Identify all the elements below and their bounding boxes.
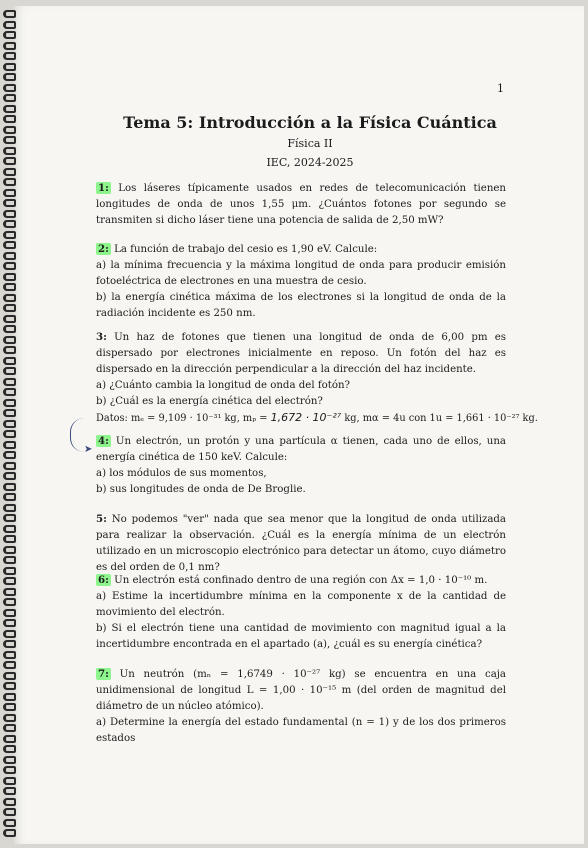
problem-part: a) Determine la energía del estado fundamental (n = 1) y de los dos primeros estados — [96, 717, 506, 744]
spiral-ring — [3, 252, 16, 260]
spiral-ring — [3, 94, 16, 102]
problem-number-6: 6: — [98, 574, 109, 586]
problem-text: Un haz de fotones que tienen una longitud de onda de 6,00 pm es dispersado por electrones inicialmente en reposo. Un fotón del haz es dispersado en la dirección perpendicular a la dirección del haz incidente. — [96, 332, 506, 375]
spiral-ring — [3, 787, 16, 795]
spiral-ring — [3, 808, 16, 816]
spiral-ring — [3, 105, 16, 113]
problem-1 — [96, 180, 506, 229]
spiral-ring — [3, 472, 16, 480]
spiral-ring — [3, 535, 16, 543]
data-suffix: kg, mα = 4u con 1u = 1,661 · 10⁻²⁷ kg. — [344, 413, 538, 424]
spiral-ring — [3, 52, 16, 60]
problem-number-2: 2: — [98, 243, 109, 255]
spiral-ring — [3, 577, 16, 585]
problem-1-statement — [96, 180, 506, 229]
spiral-ring — [3, 304, 16, 312]
data-prefix: Datos: mₑ = 9,109 · 10⁻³¹ kg, mₚ = — [96, 413, 271, 424]
page-number: 1 — [497, 82, 504, 95]
spiral-ring — [3, 336, 16, 344]
spiral-ring — [3, 220, 16, 228]
spiral-ring — [3, 682, 16, 690]
spiral-ring — [3, 451, 16, 459]
spiral-ring — [3, 703, 16, 711]
problem-4 — [96, 433, 506, 498]
spiral-ring — [3, 210, 16, 218]
spiral-ring — [3, 178, 16, 186]
spiral-ring — [3, 598, 16, 606]
spiral-ring — [3, 199, 16, 207]
problem-text: La función de trabajo del cesio es 1,90 eV. Calcule: — [114, 244, 378, 255]
spiral-ring — [3, 819, 16, 827]
spiral-ring — [3, 378, 16, 386]
problem-text: Un electrón está confinado dentro de una región con Δx = 1,0 · 10⁻¹⁰ m. — [114, 575, 488, 586]
spiral-ring — [3, 325, 16, 333]
handwritten-arrow-icon: ➤ — [84, 444, 93, 455]
spiral-ring — [3, 546, 16, 554]
spiral-binding — [0, 10, 22, 840]
spiral-ring — [3, 514, 16, 522]
problem-7 — [96, 666, 506, 747]
spiral-ring — [3, 693, 16, 701]
spiral-ring — [3, 798, 16, 806]
spiral-ring — [3, 147, 16, 155]
spiral-ring — [3, 556, 16, 564]
spiral-ring — [3, 367, 16, 375]
problem-text: Un neutrón (mₙ = 1,6749 · 10⁻²⁷ kg) se encuentra en una caja unidimensional de longitud L = 1,00 · 10⁻¹⁵ m (del orden de magnitud del diámetro de un núcleo atómico). — [96, 669, 506, 712]
spiral-ring — [3, 462, 16, 470]
spiral-ring — [3, 493, 16, 501]
spiral-ring — [3, 115, 16, 123]
handwritten-proton-mass: 1,672 · 10⁻²⁷ — [270, 411, 342, 424]
spiral-ring — [3, 777, 16, 785]
spiral-ring — [3, 619, 16, 627]
spiral-ring — [3, 588, 16, 596]
spiral-ring — [3, 745, 16, 753]
spiral-ring — [3, 283, 16, 291]
spiral-ring — [3, 756, 16, 764]
problem-text: No podemos "ver" nada que sea menor que la longitud de onda utilizada para realizar la observación. ¿Cuál es la energía mínima de un electrón utilizado en un microscopio electrónico para detectar un átomo, cuyo diámetro es del orden de 0,1 nm? — [96, 514, 506, 573]
spiral-ring — [3, 31, 16, 39]
problem-5 — [96, 511, 506, 576]
spiral-ring — [3, 388, 16, 396]
page-title: Tema 5: Introducción a la Física Cuántica — [123, 113, 497, 132]
spiral-ring — [3, 157, 16, 165]
spiral-ring — [3, 651, 16, 659]
problem-2 — [96, 241, 506, 322]
spiral-ring — [3, 21, 16, 29]
spiral-ring — [3, 525, 16, 533]
spiral-ring — [3, 735, 16, 743]
spiral-ring — [3, 73, 16, 81]
problem-3 — [96, 329, 538, 427]
spiral-ring — [3, 126, 16, 134]
spiral-ring — [3, 10, 16, 18]
spiral-ring — [3, 504, 16, 512]
problem-number-4: 4: — [98, 435, 109, 447]
spiral-ring — [3, 661, 16, 669]
spiral-ring — [3, 315, 16, 323]
spiral-ring — [3, 430, 16, 438]
problem-number-1: 1: — [98, 182, 109, 194]
problem-part: a) la mínima frecuencia y la máxima longitud de onda para producir emisión fotoeléctrica de electrones en una muestra de cesio. — [96, 260, 506, 287]
problem-text: Un electrón, un protón y una partícula α tienen, cada uno de ellos, una energía cinética de 150 keV. Calcule: — [96, 436, 506, 463]
spiral-ring — [3, 441, 16, 449]
spiral-ring — [3, 136, 16, 144]
spiral-ring — [3, 399, 16, 407]
spiral-ring — [3, 273, 16, 281]
spiral-ring — [3, 409, 16, 417]
subject-line: Física II — [287, 137, 333, 150]
spiral-ring — [3, 294, 16, 302]
spiral-ring — [3, 483, 16, 491]
problem-text: Los láseres típicamente usados en redes de telecomunicación tienen longitudes de onda de unos 1,55 μm. ¿Cuántos fotones por segundo se transmiten si dicho láser tiene una potencia de salida de 2,50 mW? — [96, 183, 506, 226]
spiral-ring — [3, 640, 16, 648]
spiral-ring — [3, 829, 16, 837]
problem-number-5: 5: — [96, 513, 107, 525]
spiral-ring — [3, 567, 16, 575]
problem-part: a) los módulos de sus momentos, — [96, 468, 267, 479]
problem-part: b) sus longitudes de onda de De Broglie. — [96, 484, 306, 495]
spiral-ring — [3, 189, 16, 197]
spiral-ring — [3, 231, 16, 239]
problem-part: b) ¿Cuál es la energía cinética del electrón? — [96, 396, 323, 407]
course-line: IEC, 2024-2025 — [266, 156, 354, 169]
spiral-ring — [3, 766, 16, 774]
problem-part: a) ¿Cuánto cambia la longitud de onda del fotón? — [96, 380, 350, 391]
problem-part: b) la energía cinética máxima de los electrones si la longitud de onda de la radiación incidente es 250 nm. — [96, 292, 506, 319]
spiral-ring — [3, 84, 16, 92]
spiral-ring — [3, 346, 16, 354]
problem-number-7: 7: — [98, 668, 109, 680]
problem-6 — [96, 572, 506, 653]
problem-number-3: 3: — [96, 331, 107, 343]
spiral-ring — [3, 357, 16, 365]
spiral-ring — [3, 262, 16, 270]
spiral-ring — [3, 420, 16, 428]
spiral-ring — [3, 609, 16, 617]
spiral-ring — [3, 672, 16, 680]
problem-part: b) Si el electrón tiene una cantidad de movimiento con magnitud igual a la incertidumbre encontrada en el apartado (a), ¿cuál es su energía cinética? — [96, 623, 506, 650]
spiral-ring — [3, 724, 16, 732]
spiral-ring — [3, 714, 16, 722]
spiral-ring — [3, 241, 16, 249]
spiral-ring — [3, 63, 16, 71]
spiral-ring — [3, 42, 16, 50]
problem-part: a) Estime la incertidumbre mínima en la componente x de la cantidad de movimiento del electrón. — [96, 591, 506, 618]
spiral-ring — [3, 630, 16, 638]
data-line — [96, 410, 538, 427]
spiral-ring — [3, 168, 16, 176]
